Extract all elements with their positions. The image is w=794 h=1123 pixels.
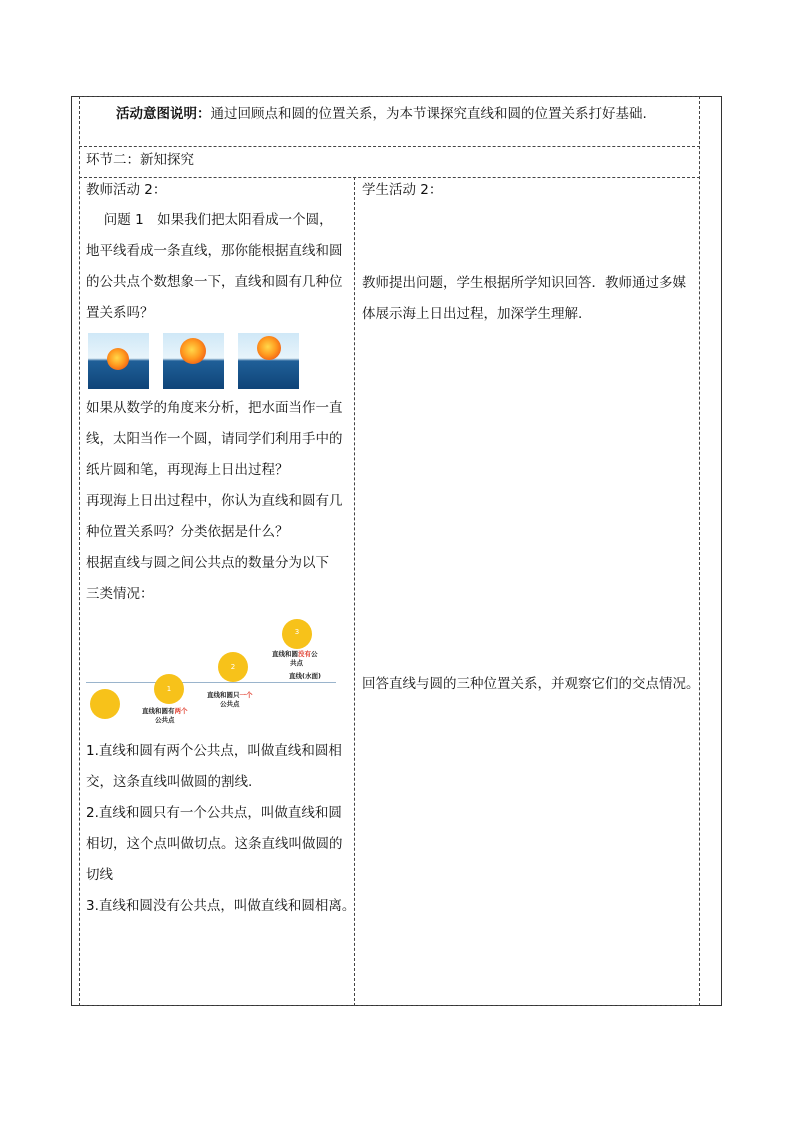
text-line: 置关系吗？ — [86, 305, 154, 321]
circle-tangent — [218, 652, 248, 682]
row-divider-top — [79, 96, 700, 97]
text-line: 纸片圆和笔，再现海上日出过程？ — [86, 462, 289, 478]
text-line: 切线 — [86, 867, 113, 883]
text-line: 问题 1 如果我们把太阳看成一个圆， — [86, 212, 333, 228]
teacher-heading: 教师活动 2： — [86, 182, 167, 198]
circle-number: 1 — [166, 685, 172, 693]
student-response-2: 回答直线与圆的三种位置关系，并观察它们的交点情况。 — [362, 676, 700, 692]
student-response-1 — [362, 268, 686, 330]
text-line: 体展示海上日出过程，加深学生理解. — [362, 306, 583, 322]
sunrise-image-1 — [88, 333, 149, 389]
text-line: 如果从数学的角度来分析，把水面当作一直 — [86, 400, 343, 416]
student-heading: 学生活动 2： — [362, 182, 443, 198]
teacher-question — [86, 205, 343, 329]
intent-row — [116, 99, 647, 130]
circle-number: 2 — [230, 663, 236, 671]
text-line: 2.直线和圆只有一个公共点，叫做直线和圆 — [86, 805, 342, 821]
line-circle-diagram — [86, 612, 354, 724]
text-line: 教师提出问题，学生根据所学知识回答．教师通过多媒 — [362, 275, 686, 291]
teacher-explanation — [86, 393, 343, 610]
text-line: 的公共点个数想象一下，直线和圆有几种位 — [86, 274, 343, 290]
row-divider-bottom — [79, 1005, 700, 1006]
label-highlight: 两个 — [174, 707, 188, 715]
text-line: 线，太阳当作一个圆，请同学们利用手中的 — [86, 431, 343, 447]
text-line: 再现海上日出过程中，你认为直线和圆有几 — [86, 493, 343, 509]
label-tangent — [207, 691, 253, 709]
sun-icon — [107, 348, 129, 370]
sunrise-image-3 — [238, 333, 299, 389]
sun-icon — [180, 338, 206, 364]
label-text: 公共点 — [155, 716, 175, 724]
water-line-label: 直线(水面) — [289, 672, 321, 680]
intent-text: 通过回顾点和圆的位置关系，为本节课探究直线和圆的位置关系打好基础. — [210, 106, 647, 122]
text-line: 根据直线与圆之间公共点的数量分为以下 — [86, 555, 329, 571]
text-line: 相切，这个点叫做切点。这条直线叫做圆的 — [86, 836, 343, 852]
sun-icon — [257, 336, 281, 360]
label-text: 直线和圆有 — [142, 707, 175, 715]
text-line: 三类情况： — [86, 586, 154, 602]
circle-separate-below — [90, 689, 120, 719]
circle-intersecting — [154, 674, 184, 704]
circle-number: 3 — [294, 628, 300, 636]
label-highlight: 一个 — [239, 691, 253, 699]
circle-separate — [282, 619, 312, 649]
intent-label: 活动意图说明： — [116, 106, 211, 122]
teacher-definitions — [86, 736, 355, 922]
text-line: 1.直线和圆有两个公共点，叫做直线和圆相 — [86, 743, 342, 759]
text-line: 交，这条直线叫做圆的割线. — [86, 774, 253, 790]
label-intersect — [142, 707, 188, 725]
label-text: 直线和圆只 — [207, 691, 240, 699]
sunrise-image-2 — [163, 333, 224, 389]
label-text: 直线和圆 — [272, 650, 298, 658]
text-line: 地平线看成一条直线，那你能根据直线和圆 — [86, 243, 343, 259]
label-highlight: 没有 — [298, 650, 311, 658]
label-text: 共点 — [290, 659, 303, 667]
text-line: 3.直线和圆没有公共点，叫做直线和圆相离。 — [86, 898, 356, 914]
label-separate — [272, 650, 318, 668]
text-line: 种位置关系吗？分类依据是什么？ — [86, 524, 289, 540]
section-title: 环节二：新知探究 — [86, 152, 194, 168]
label-text: 公 — [311, 650, 318, 658]
label-text: 公共点 — [220, 700, 240, 708]
water-line — [86, 682, 336, 683]
